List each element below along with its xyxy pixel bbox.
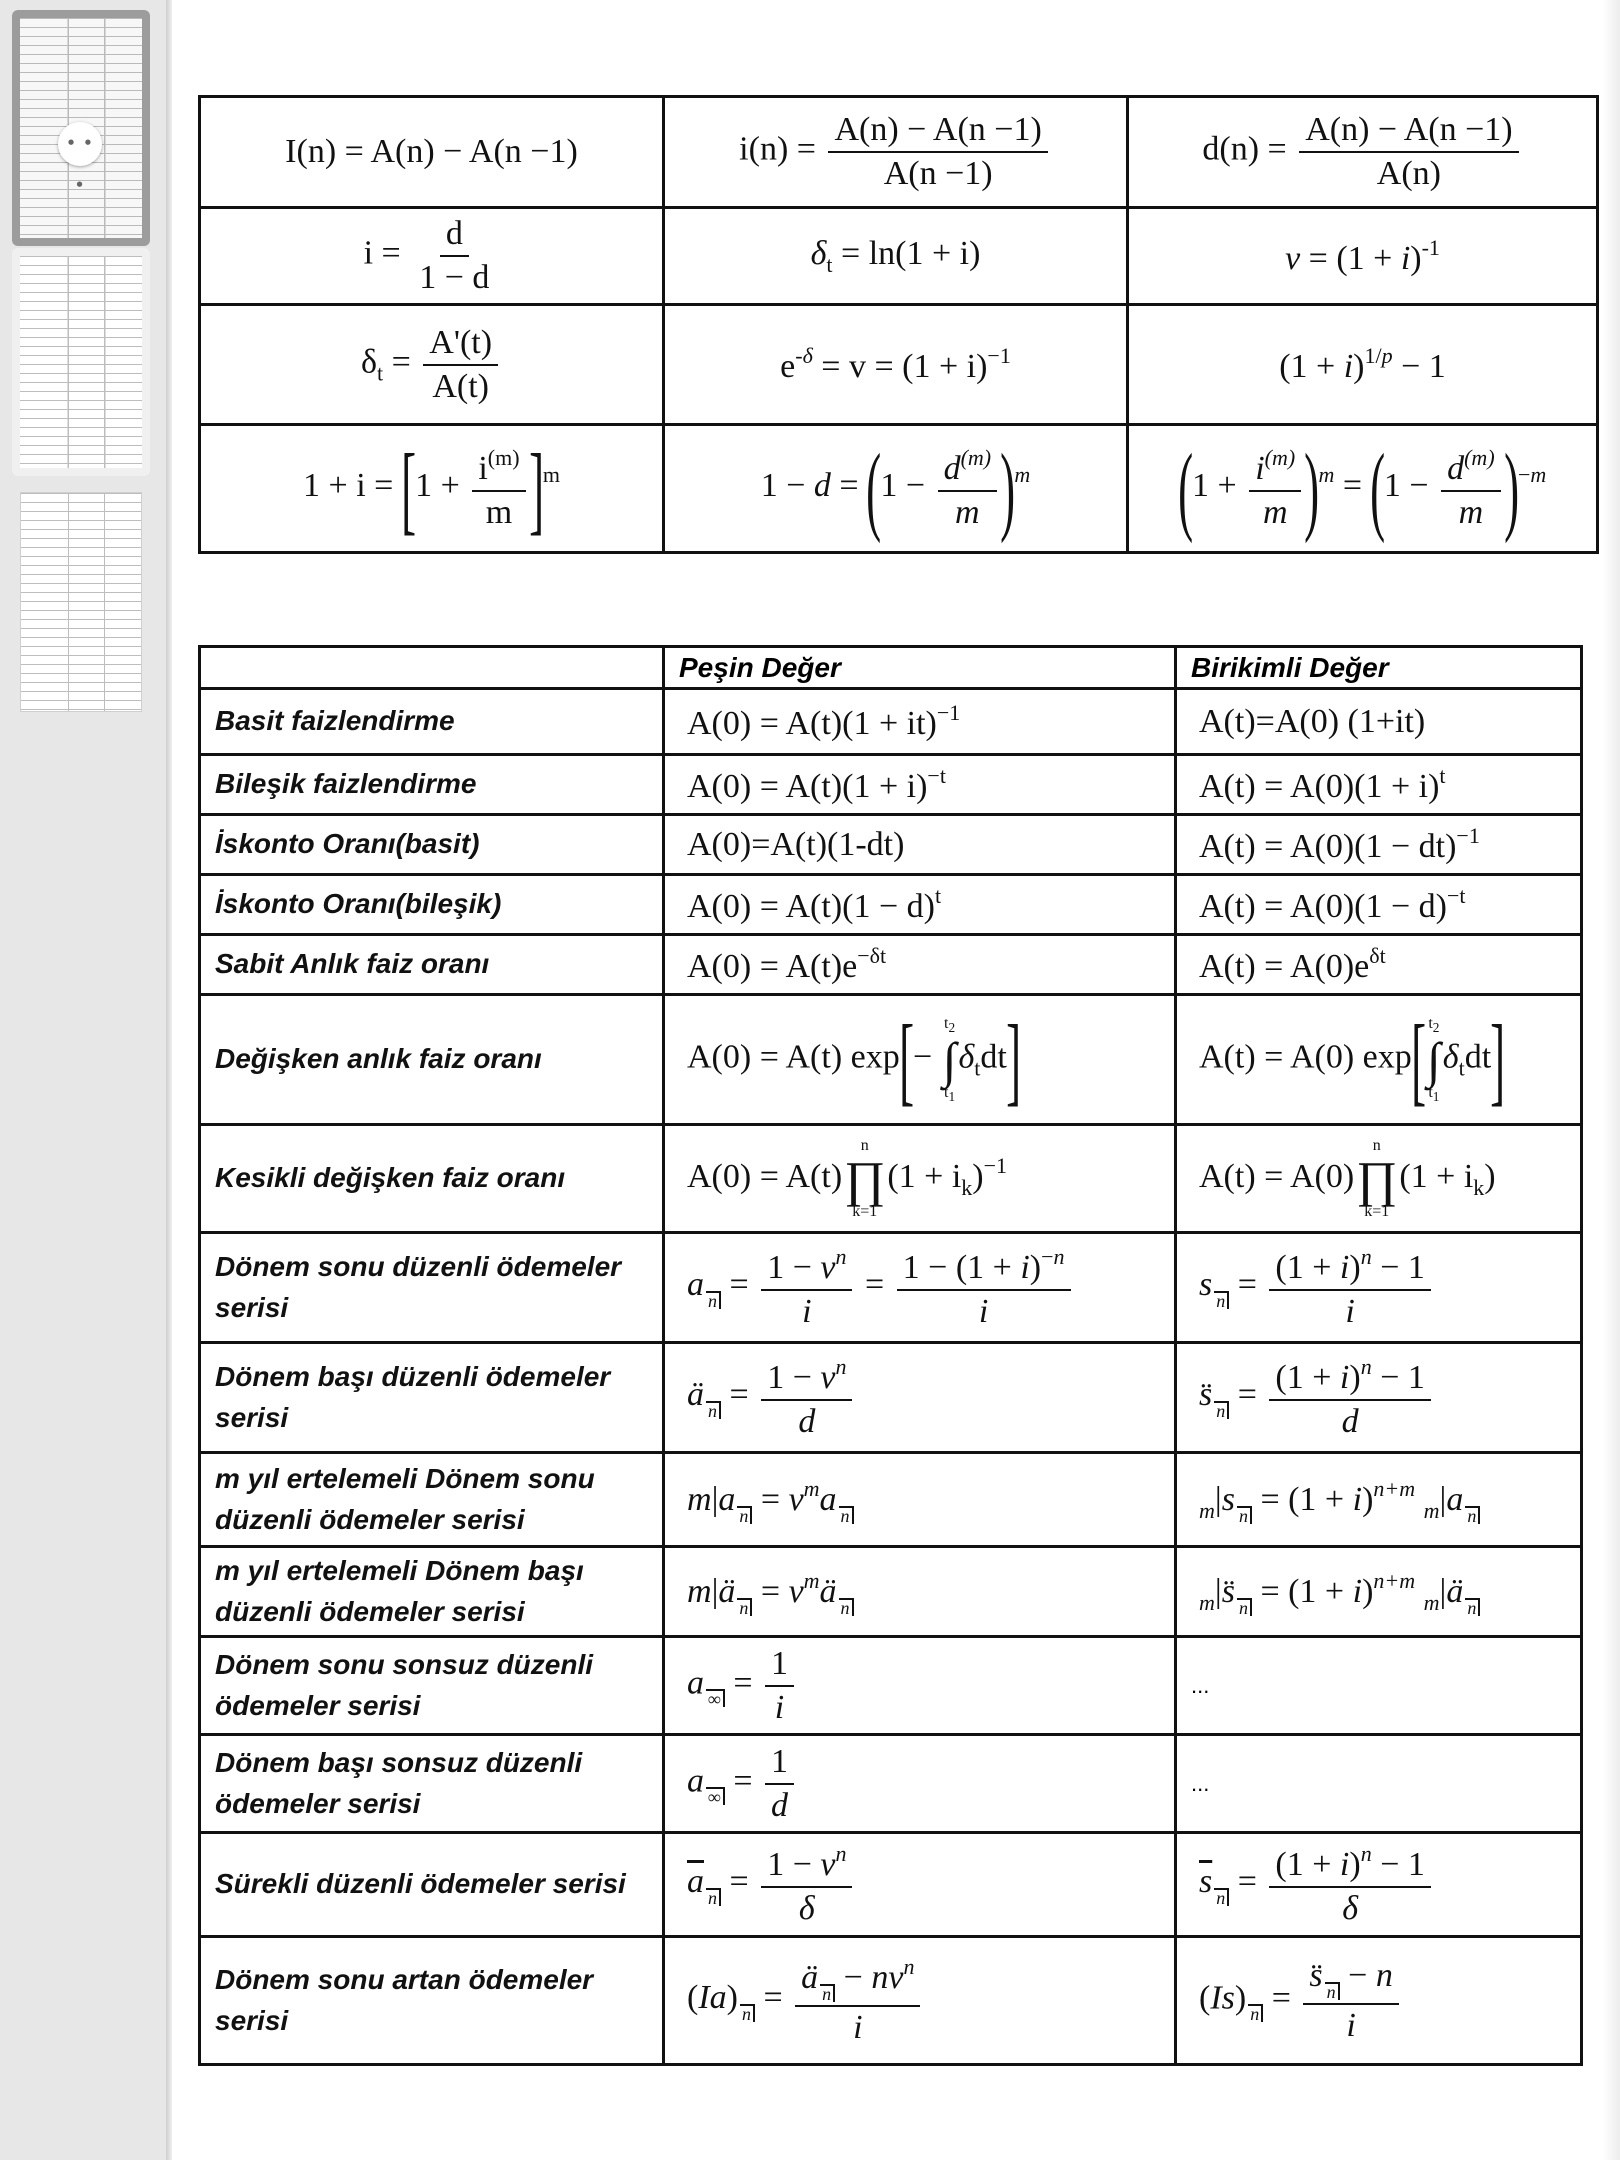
page-thumbnail-2[interactable] [12,248,150,476]
present-value-cell: $A(0) = A(t)e^{-\delta t}$ [664,935,1176,995]
present-value-cell: ä n = $\frac{1 - v^n}{d}$ [664,1343,1176,1453]
accumulated-value-cell: s̈ n = $\frac{(1 + i)^n - 1}{d}$ [1176,1343,1582,1453]
row-label: Kesikli değişken faiz oranı [200,1125,664,1233]
thumbnail-preview [20,256,142,468]
accumulated-value-cell: A(t) = A(0) exp[ $t_2$ ∫ $t_1$ $\delta_tdt$] [1176,995,1582,1125]
row-label: Dönem başı sonsuz düzenli ödemeler serisi [200,1735,664,1833]
table-row [200,1937,1582,2065]
row-label: Bileşik faizlendirme [200,755,664,815]
page-thumbnail-3[interactable] [12,492,150,712]
formula-cell: $v = (1 + i)^{-1}$ [1128,208,1598,305]
sidebar-divider[interactable] [166,0,172,2160]
table-row [200,425,1598,553]
present-accumulated-value-table [198,645,1583,2066]
accumulated-value-cell: $A(t) = A(0)(1 - d)^{-t}$ [1176,875,1582,935]
table-row [200,305,1598,425]
accumulated-value-cell: $\overline{s}$ n = $\frac{(1 + i)^n - 1}{\delta}$ [1176,1833,1582,1937]
row-label: Basit faizlendirme [200,689,664,755]
present-value-cell: a ∞ = $\frac{1}{i}$ [664,1637,1176,1735]
present-value-cell: (Ia) n = $\frac{ä n - nv^n}{i}$ [664,1937,1176,2065]
formula-cell: i = $\frac{d}{1 - d}$ [200,208,664,305]
page-thumbnail-sidebar [0,0,167,2160]
table-row [200,1343,1582,1453]
page-thumbnail-1[interactable] [12,10,150,246]
table-row [200,1735,1582,1833]
formula-cell: d(n) = $\frac{A(n) - A(n -1)}{A(n)}$ [1128,97,1598,208]
present-value-cell: m|a $n = v^ma$ n [664,1453,1176,1547]
accumulated-value-cell: ... [1176,1735,1582,1833]
accumulated-value-cell: $A(t) = A(0)e^{\delta t}$ [1176,935,1582,995]
table-row [200,97,1598,208]
row-label: Dönem sonu sonsuz düzenli ödemeler serisi [200,1637,664,1735]
table-header-row [200,647,1582,689]
row-label: İskonto Oranı(bileşik) [200,875,664,935]
accumulated-value-cell: $_m$|s̈ $n = (1 + i)^{n+m}$ $_m$|ä n [1176,1547,1582,1637]
row-label: m yıl ertelemeli Dönem başı düzenli ödemeler serisi [200,1547,664,1637]
formula-cell: 1 + i = [1 + $\frac{i^{(m)}}{m}$ ]$^m$ [200,425,664,553]
accumulated-value-cell: A(t) = A(0) n ∏ k=1 $(1 + i_k)$ [1176,1125,1582,1233]
row-label: Dönem sonu artan ödemeler serisi [200,1937,664,2065]
page-edge [1602,0,1620,2160]
present-value-cell: $A(0) = A(t)(1 + i)^{-t}$ [664,755,1176,815]
table-row [200,755,1582,815]
column-header-accumulated: Birikimli Değer [1176,647,1582,689]
table-row [200,875,1582,935]
present-value-cell: $\overline{a}$ n = $\frac{1 - v^n}{\delta}$ [664,1833,1176,1937]
row-label: Sabit Anlık faiz oranı [200,935,664,995]
row-label: Değişken anlık faiz oranı [200,995,664,1125]
formula-cell: $(1 + i)^{1/p} - 1$ [1128,305,1598,425]
table-row [200,1125,1582,1233]
row-label: Dönem başı düzenli ödemeler serisi [200,1343,664,1453]
present-value-cell: A(0) = A(t)(1 + it)$^{-1}$ [664,689,1176,755]
row-label: İskonto Oranı(basit) [200,815,664,875]
present-value-cell: a n = $\frac{1 - v^n}{i}$ = $\frac{1 - (1 + i)^{-n}}{i}$ [664,1233,1176,1343]
table-row [200,1833,1582,1937]
row-label: Sürekli düzenli ödemeler serisi [200,1833,664,1937]
accumulated-value-cell: ... [1176,1637,1582,1735]
table-row [200,935,1582,995]
accumulated-value-cell: $A(t) = A(0)(1 + i)^t$ [1176,755,1582,815]
present-value-cell: a ∞ = $\frac{1}{d}$ [664,1735,1176,1833]
table-row [200,208,1598,305]
formula-cell: I(n) = A(n) − A(n −1) [200,97,664,208]
present-value-cell: A(0)=A(t)(1-dt) [664,815,1176,875]
formula-cell: $\delta_t = \ln(1 + i)$ [664,208,1128,305]
table-row [200,815,1582,875]
accumulated-value-cell: A(t)=A(0) (1+it) [1176,689,1582,755]
more-options-icon[interactable]: • • • [58,122,102,166]
formula-cell: i(n) = $\frac{A(n) - A(n -1)}{A(n -1)}$ [664,97,1128,208]
row-label: Dönem sonu düzenli ödemeler serisi [200,1233,664,1343]
table-row [200,1637,1582,1735]
present-value-cell: $A(0) = A(t)(1 - d)^t$ [664,875,1176,935]
accumulated-value-cell: $_m$|s $n = (1 + i)^{n+m}$ $_m$|a n [1176,1453,1582,1547]
table-row [200,1233,1582,1343]
accumulated-value-cell: (Is) n = $\frac{s̈ n - n}{i}$ [1176,1937,1582,2065]
accumulated-value-cell: s n = $\frac{(1 + i)^n - 1}{i}$ [1176,1233,1582,1343]
interest-formula-table [198,95,1599,554]
row-label: m yıl ertelemeli Dönem sonu düzenli ödemeler serisi [200,1453,664,1547]
present-value-cell: A(0) = A(t) exp[− $t_2$ ∫ $t_1$ $\delta_tdt$] [664,995,1176,1125]
formula-cell: (1 + $\frac{i^{(m)}}{m}$ )$^m$ = (1 − $\frac{d^{(m)}}{m}$ )$^{-m}$ [1128,425,1598,553]
table-row [200,1453,1582,1547]
thumbnail-preview [20,492,142,712]
column-header-present: Peşin Değer [664,647,1176,689]
formula-cell: 1 − d = (1 − $\frac{d^{(m)}}{m}$ )$^m$ [664,425,1128,553]
table-row [200,1547,1582,1637]
table-row [200,689,1582,755]
table-row [200,995,1582,1125]
present-value-cell: A(0) = A(t) n ∏ k=1 $(1 + i_k)^{-1}$ [664,1125,1176,1233]
column-header-empty [200,647,664,689]
present-value-cell: m|ä $n = v^mä$ n [664,1547,1176,1637]
formula-cell: $\delta_t$ = $\frac{A'(t)}{A(t)}$ [200,305,664,425]
formula-cell: $e^{-\delta} = v = (1 + i)^{-1}$ [664,305,1128,425]
accumulated-value-cell: A(t) = A(0)(1 − dt)$^{-1}$ [1176,815,1582,875]
